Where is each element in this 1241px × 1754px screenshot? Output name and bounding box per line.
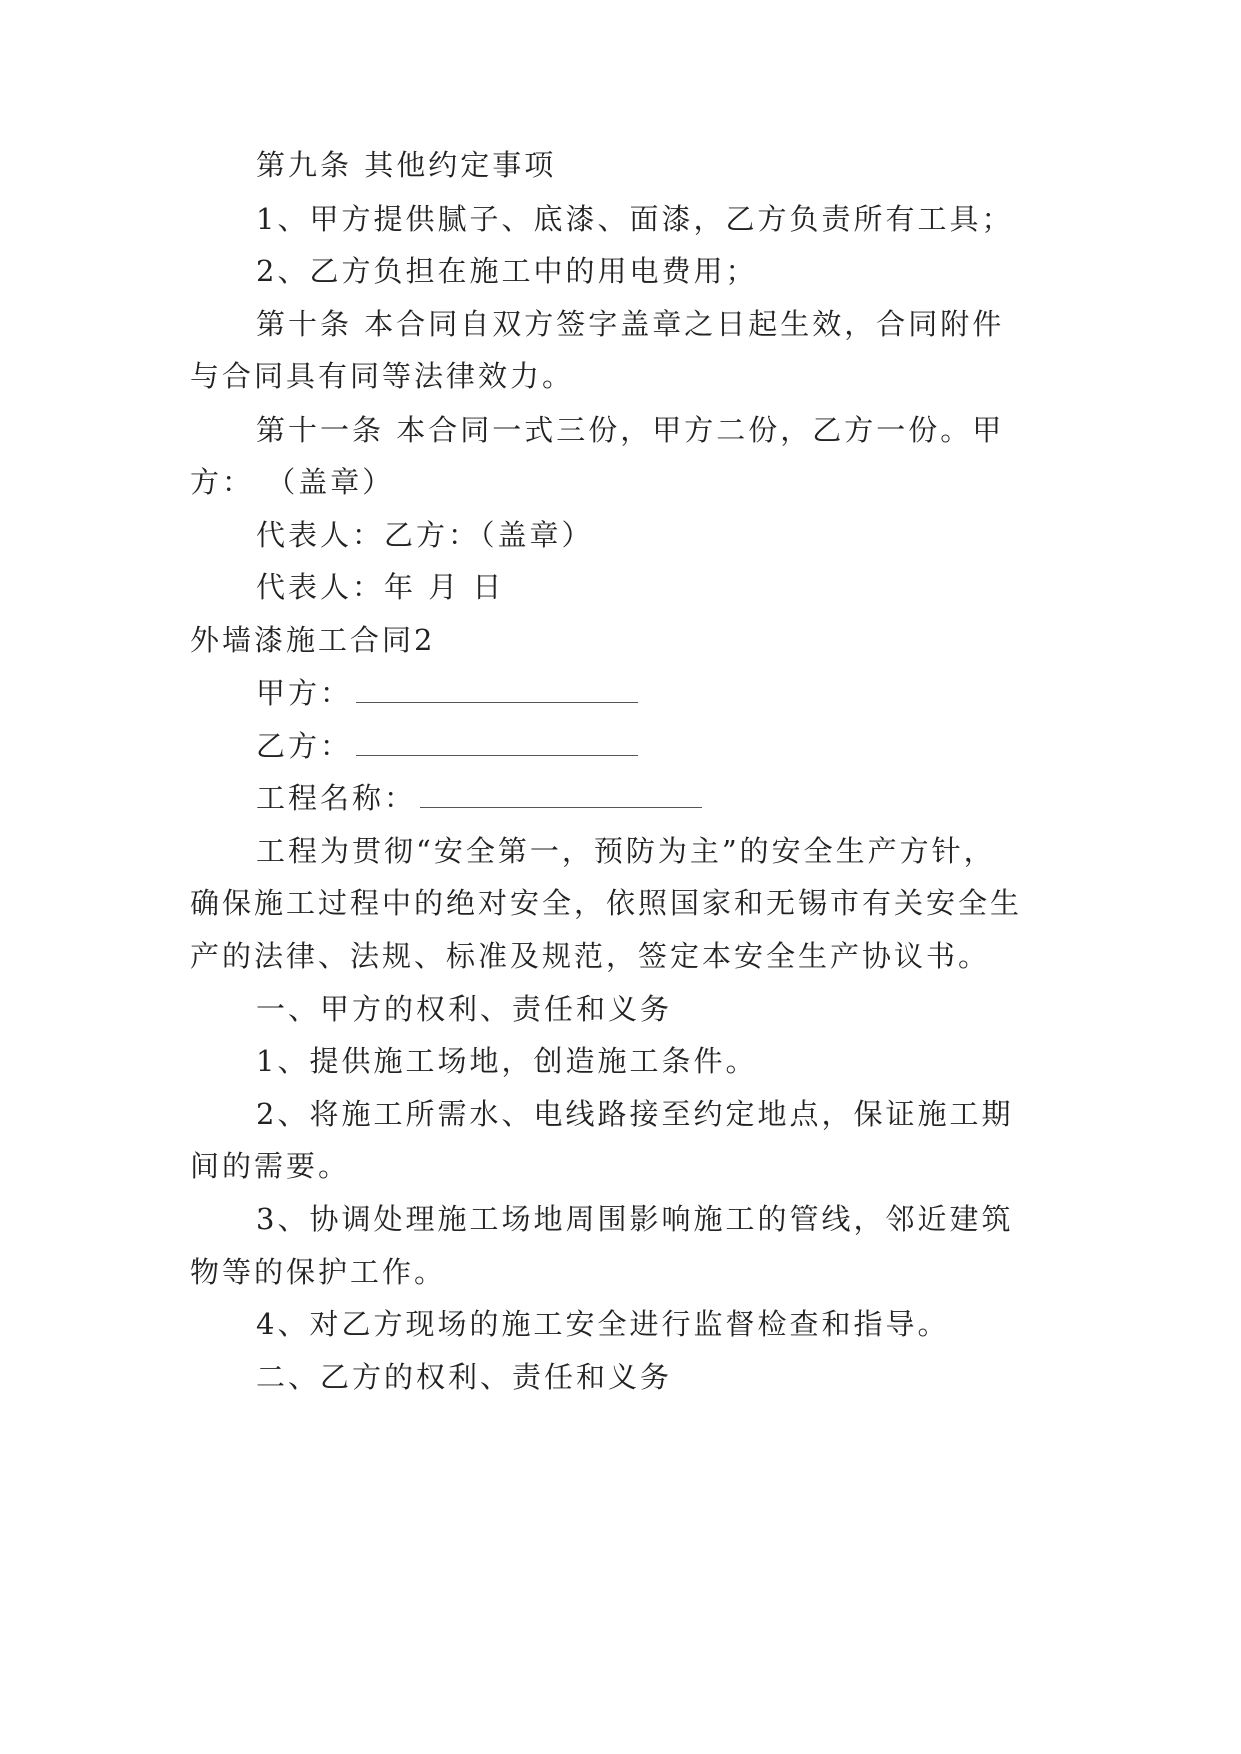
date-line: 代表人：年 月 日 — [256, 570, 505, 604]
paragraph-line: 4、对乙方现场的施工安全进行监督检查和指导。 — [256, 1307, 950, 1341]
project-name-label: 工程名称： — [256, 781, 417, 815]
paragraph-line: 间的需要。 — [190, 1149, 351, 1183]
signature-line: 代表人：乙方：（盖章） — [256, 518, 594, 552]
party-b-field — [256, 726, 1156, 766]
paragraph-line: 产的法律、法规、标准及规范，签定本安全生产协议书。 — [190, 939, 991, 973]
paragraph-line: 1、甲方提供腻子、底漆、面漆，乙方负责所有工具； — [256, 202, 1014, 236]
party-b-label: 乙方： — [256, 729, 353, 763]
project-name-field — [256, 778, 1156, 818]
party-a-blank — [356, 696, 638, 703]
paragraph-line: 3、协调处理施工场地周围影响施工的管线，邻近建筑 — [256, 1202, 1014, 1236]
paragraph-line: 1、提供施工场地，创造施工条件。 — [256, 1044, 758, 1078]
party-a-field — [256, 673, 1156, 713]
party-b-blank — [356, 749, 638, 756]
paragraph-line: 工程为贯彻“安全第一，预防为主”的安全生产方针， — [256, 834, 996, 868]
party-a-label: 甲方： — [256, 676, 353, 710]
paragraph-line: 2、将施工所需水、电线路接至约定地点，保证施工期 — [256, 1097, 1014, 1131]
article-9-heading: 第九条 其他约定事项 — [256, 148, 557, 182]
project-name-blank — [420, 801, 702, 808]
paragraph-line: 方： （盖章） — [190, 465, 395, 499]
contract-2-title: 外墙漆施工合同2 — [190, 623, 436, 657]
article-11-line: 第十一条 本合同一式三份，甲方二份，乙方一份。甲 — [256, 413, 1005, 447]
paragraph-line: 2、乙方负担在施工中的用电费用； — [256, 254, 758, 288]
paragraph-line: 确保施工过程中的绝对安全，依照国家和无锡市有关安全生 — [190, 886, 1023, 920]
paragraph-line: 物等的保护工作。 — [190, 1255, 447, 1289]
paragraph-line: 与合同具有同等法律效力。 — [190, 359, 575, 393]
article-10-line: 第十条 本合同自双方签字盖章之日起生效，合同附件 — [256, 307, 1005, 341]
section-1-heading: 一、甲方的权利、责任和义务 — [256, 992, 673, 1026]
section-2-heading: 二、乙方的权利、责任和义务 — [256, 1360, 673, 1394]
